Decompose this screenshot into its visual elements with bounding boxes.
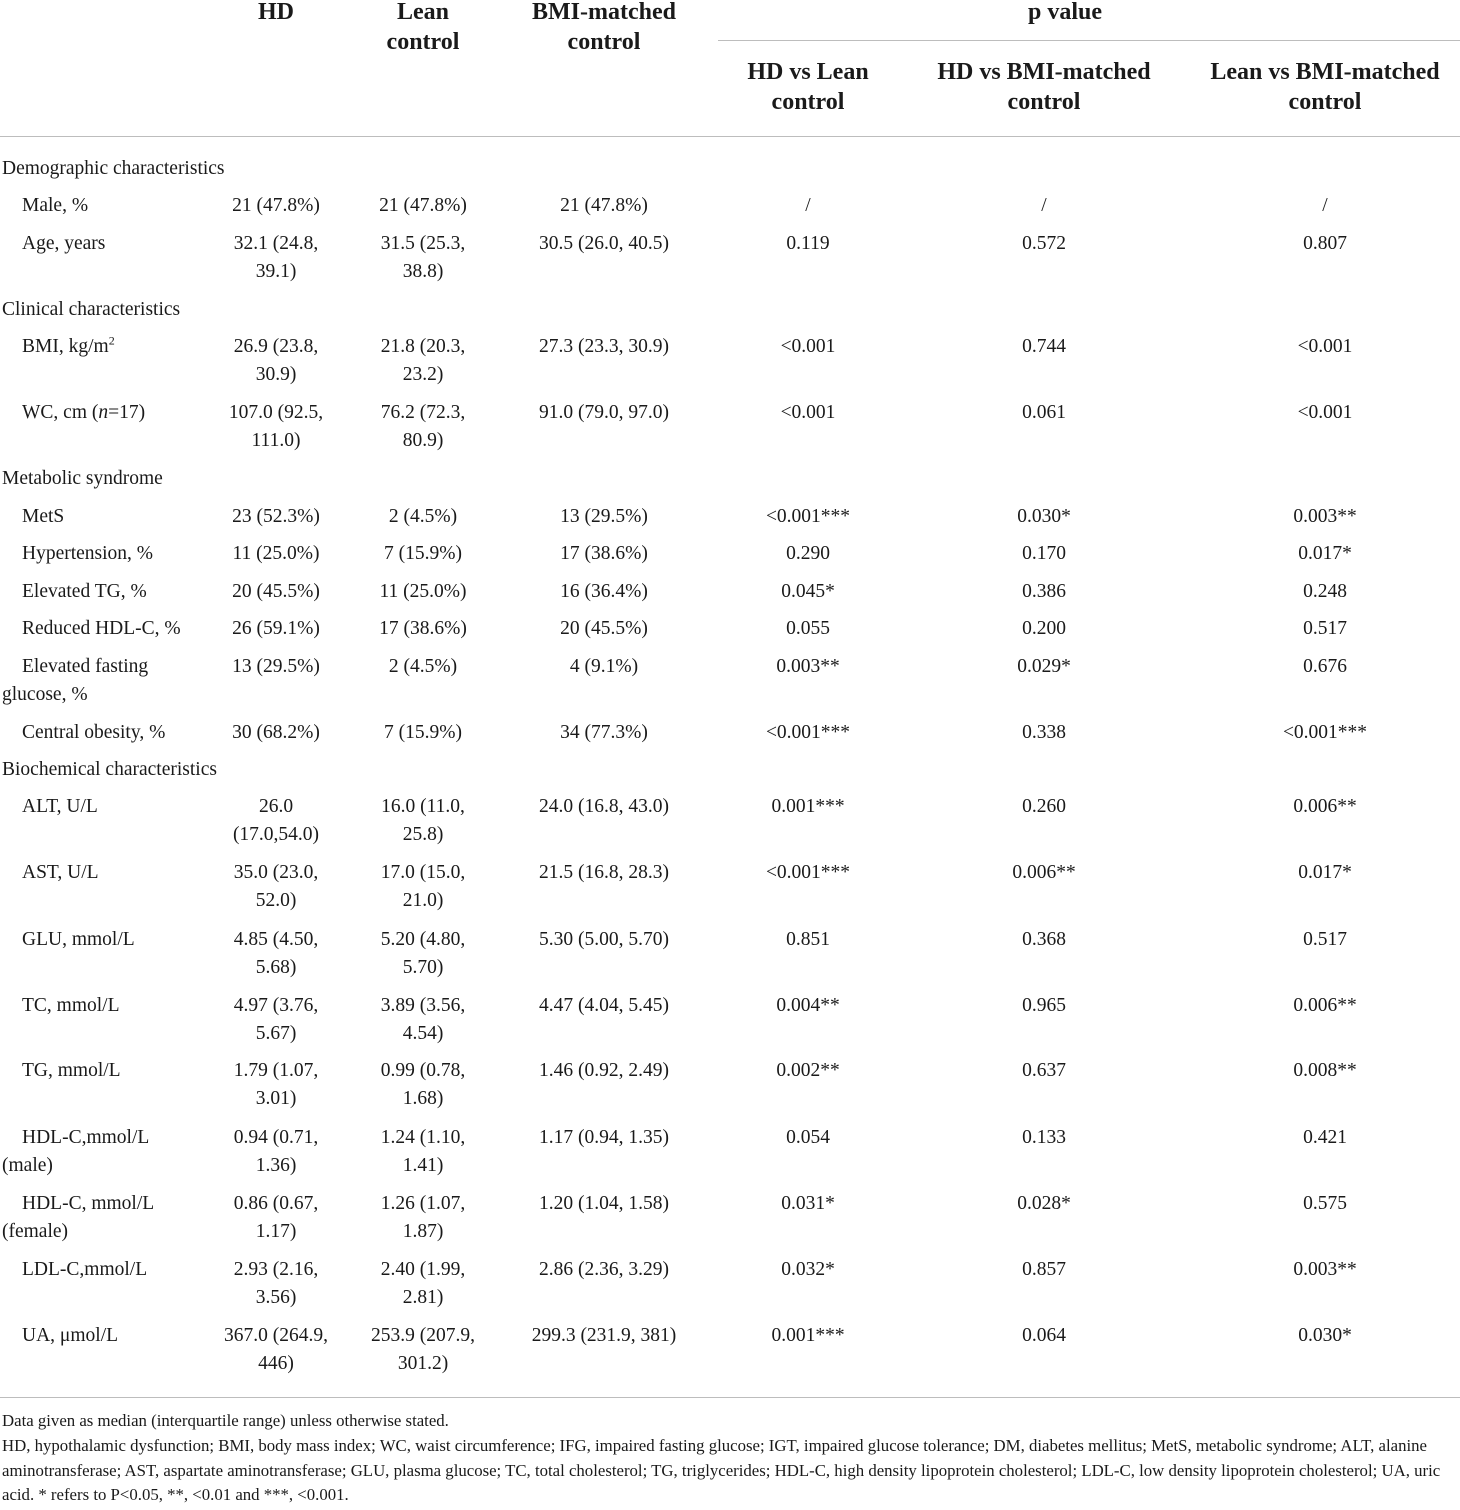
hd-value: 13 (29.5%)	[232, 656, 320, 677]
bmi-matched-value: 1.17 (0.94, 1.35)	[539, 1127, 669, 1148]
lean-value	[343, 992, 503, 1048]
header-p3-line1: Lean vs BMI-matched	[1210, 59, 1440, 85]
row-label-line2: (female)	[2, 1221, 69, 1242]
hd-value	[196, 793, 356, 849]
lean-value-line1: 3.89 (3.56,	[380, 995, 466, 1016]
hd-value-line2: 30.9)	[255, 364, 297, 385]
p-lean-vs-bmi: 0.517	[1303, 929, 1347, 950]
bmi-matched-value: 13 (29.5%)	[560, 506, 648, 527]
bmi-matched-value: 34 (77.3%)	[560, 722, 648, 743]
lean-value	[343, 1190, 503, 1246]
p-lean-vs-bmi: 0.006**	[1293, 995, 1357, 1016]
hd-value-line1: 0.86 (0.67,	[233, 1193, 319, 1214]
hd-value: 21 (47.8%)	[232, 195, 320, 216]
bmi-matched-value: 91.0 (79.0, 97.0)	[539, 402, 669, 423]
header-p2-line1: HD vs BMI-matched	[937, 59, 1151, 85]
row-label: MetS	[22, 506, 65, 527]
lean-value: 7 (15.9%)	[384, 543, 462, 564]
row-label: Elevated TG, %	[22, 581, 147, 602]
p-hd-vs-bmi: 0.133	[1022, 1127, 1066, 1148]
lean-value: 11 (25.0%)	[379, 581, 467, 602]
lean-value-line1: 253.9 (207.9,	[371, 1325, 475, 1346]
p-hd-vs-bmi: 0.028*	[1017, 1193, 1071, 1214]
p-hd-vs-lean: 0.054	[786, 1127, 830, 1148]
p-lean-vs-bmi: 0.030*	[1298, 1325, 1352, 1346]
p-lean-vs-bmi: 0.421	[1303, 1127, 1347, 1148]
p-hd-vs-lean: 0.004**	[776, 995, 840, 1016]
hd-value-line1: 367.0 (264.9,	[224, 1325, 328, 1346]
hd-value	[196, 1322, 356, 1378]
hd-value-line2: 5.68)	[255, 957, 297, 978]
p-lean-vs-bmi: 0.676	[1303, 656, 1347, 677]
hd-value-line2: 39.1)	[255, 261, 297, 282]
row-label: ALT, U/L	[22, 796, 98, 817]
row-label-line1: HDL-C,mmol/L	[22, 1127, 150, 1148]
lean-value: 7 (15.9%)	[384, 722, 462, 743]
p-hd-vs-lean: 0.031*	[781, 1193, 835, 1214]
header-hd: HD	[258, 0, 294, 25]
p-hd-vs-bmi: 0.200	[1022, 618, 1066, 639]
lean-value: 2 (4.5%)	[388, 656, 458, 677]
lean-value-line2: 80.9)	[402, 430, 444, 451]
lean-value-line2: 23.2)	[402, 364, 444, 385]
p-hd-vs-bmi: 0.857	[1022, 1259, 1066, 1280]
lean-value-line1: 76.2 (72.3,	[380, 402, 466, 423]
section-title-biochemical: Biochemical characteristics	[2, 759, 217, 780]
p-hd-vs-bmi: 0.170	[1022, 543, 1066, 564]
p-hd-vs-bmi: 0.260	[1022, 796, 1066, 817]
p-hd-vs-bmi: /	[1041, 195, 1047, 216]
bmi-matched-value: 16 (36.4%)	[560, 581, 648, 602]
hd-value-line1: 26.9 (23.8,	[233, 336, 319, 357]
lean-value-line2: 2.81)	[402, 1287, 444, 1308]
section-title-metabolic: Metabolic syndrome	[2, 468, 163, 489]
p-hd-vs-lean: 0.119	[786, 233, 830, 254]
section-title-clinical: Clinical characteristics	[2, 299, 181, 320]
lean-value-line1: 21.8 (20.3,	[380, 336, 466, 357]
bmi-matched-value: 4 (9.1%)	[569, 656, 639, 677]
header-hd-vs-lean	[708, 57, 908, 117]
lean-value	[343, 1057, 503, 1113]
row-label: LDL-C,mmol/L	[22, 1259, 148, 1280]
hd-value-line1: 32.1 (24.8,	[233, 233, 319, 254]
row-label: UA, μmol/L	[22, 1325, 119, 1346]
p-hd-vs-lean: <0.001***	[765, 862, 851, 883]
p-hd-vs-bmi: 0.030*	[1017, 506, 1071, 527]
bmi-matched-value: 5.30 (5.00, 5.70)	[539, 929, 669, 950]
p-hd-vs-lean: <0.001	[780, 402, 836, 423]
header-lean-control	[363, 0, 483, 57]
lean-value-line2: 5.70)	[402, 957, 444, 978]
p-hd-vs-bmi: 0.064	[1022, 1325, 1066, 1346]
p-hd-vs-bmi: 0.338	[1022, 722, 1066, 743]
hd-value	[196, 926, 356, 982]
hd-value-line2: 111.0)	[251, 430, 301, 451]
bmi-matched-value: 27.3 (23.3, 30.9)	[539, 336, 669, 357]
p-lean-vs-bmi: <0.001***	[1282, 722, 1368, 743]
hd-value-line1: 0.94 (0.71,	[233, 1127, 319, 1148]
lean-value-line2: 1.87)	[402, 1221, 444, 1242]
p-lean-vs-bmi: 0.517	[1303, 618, 1347, 639]
lean-value	[343, 1322, 503, 1378]
hd-value-line1: 1.79 (1.07,	[233, 1060, 319, 1081]
p-lean-vs-bmi: 0.008**	[1293, 1060, 1357, 1081]
lean-value: 21 (47.8%)	[379, 195, 467, 216]
row-label-superscript: 2	[108, 333, 115, 348]
p-hd-vs-lean: <0.001	[780, 336, 836, 357]
lean-value-line2: 1.68)	[402, 1088, 444, 1109]
p-hd-vs-lean: 0.290	[786, 543, 830, 564]
bmi-matched-value: 1.20 (1.04, 1.58)	[539, 1193, 669, 1214]
p-hd-vs-lean: 0.001***	[771, 796, 845, 817]
row-label-line2: (male)	[2, 1155, 53, 1176]
p-hd-vs-bmi: 0.029*	[1017, 656, 1071, 677]
row-label: Hypertension, %	[22, 543, 154, 564]
hd-value-line2: 3.56)	[255, 1287, 297, 1308]
header-p-value: p value	[1027, 0, 1102, 25]
p-hd-vs-lean: 0.055	[786, 618, 830, 639]
lean-value	[343, 333, 503, 389]
lean-value-line1: 16.0 (11.0,	[381, 796, 465, 817]
header-lean-line1: Lean	[396, 0, 449, 25]
hd-value: 30 (68.2%)	[232, 722, 320, 743]
hd-value: 26 (59.1%)	[232, 618, 320, 639]
bmi-matched-value: 1.46 (0.92, 2.49)	[539, 1060, 669, 1081]
lean-value	[343, 926, 503, 982]
bmi-matched-value: 299.3 (231.9, 381)	[531, 1325, 677, 1346]
p-hd-vs-lean: <0.001***	[765, 506, 851, 527]
lean-value: 17 (38.6%)	[379, 618, 467, 639]
hd-value-line1: 107.0 (92.5,	[228, 402, 324, 423]
header-p3-line2: control	[1288, 89, 1362, 115]
row-label: Male, %	[22, 195, 89, 216]
bmi-matched-value: 20 (45.5%)	[560, 618, 648, 639]
header-lean-vs-bmi	[1190, 57, 1460, 117]
lean-value	[343, 230, 503, 286]
hd-value	[196, 230, 356, 286]
row-label	[22, 333, 115, 361]
header-p2-line2: control	[1007, 89, 1081, 115]
lean-value-line1: 2.40 (1.99,	[380, 1259, 466, 1280]
header-p1-line1: HD vs Lean	[747, 59, 869, 85]
row-label-line1: HDL-C, mmol/L	[22, 1193, 155, 1214]
p-lean-vs-bmi: <0.001	[1297, 336, 1353, 357]
hd-value	[196, 1124, 356, 1180]
header-hd-vs-bmi	[914, 57, 1174, 117]
section-title-demographic: Demographic characteristics	[2, 158, 225, 179]
lean-value-line2: 301.2)	[397, 1353, 449, 1374]
pvalue-group-rule	[718, 40, 1460, 41]
p-lean-vs-bmi: 0.006**	[1293, 796, 1357, 817]
p-hd-vs-lean: 0.032*	[781, 1259, 835, 1280]
row-label: TC, mmol/L	[22, 995, 120, 1016]
hd-value-line2: 5.67)	[255, 1023, 297, 1044]
p-hd-vs-bmi: 0.368	[1022, 929, 1066, 950]
header-bmi-matched-control	[504, 0, 704, 57]
p-hd-vs-lean: /	[805, 195, 811, 216]
hd-value-line1: 2.93 (2.16,	[233, 1259, 319, 1280]
p-hd-vs-bmi: 0.006**	[1012, 862, 1076, 883]
lean-value: 2 (4.5%)	[388, 506, 458, 527]
p-hd-vs-lean: 0.001***	[771, 1325, 845, 1346]
lean-value-line2: 21.0)	[402, 890, 444, 911]
table-bottom-rule	[0, 1397, 1460, 1398]
row-label: AST, U/L	[22, 862, 99, 883]
p-hd-vs-lean: 0.003**	[776, 656, 840, 677]
p-lean-vs-bmi: 0.017*	[1298, 543, 1352, 564]
hd-value	[196, 1057, 356, 1113]
hd-value	[196, 1190, 356, 1246]
header-p1-line2: control	[771, 89, 845, 115]
lean-value	[343, 1124, 503, 1180]
row-label: Reduced HDL-C, %	[22, 618, 181, 639]
hd-value	[196, 333, 356, 389]
bmi-matched-value: 21.5 (16.8, 28.3)	[539, 862, 669, 883]
lean-value-line1: 0.99 (0.78,	[380, 1060, 466, 1081]
p-hd-vs-lean: 0.851	[786, 929, 830, 950]
p-hd-vs-bmi: 0.061	[1022, 402, 1066, 423]
hd-value-line2: 52.0)	[255, 890, 297, 911]
row-label: Age, years	[22, 233, 106, 254]
row-label: Central obesity, %	[22, 722, 166, 743]
bmi-matched-value: 24.0 (16.8, 43.0)	[539, 796, 669, 817]
row-label-text: BMI, kg/m	[22, 336, 109, 357]
lean-value-line1: 17.0 (15.0,	[380, 862, 466, 883]
lean-value	[343, 859, 503, 915]
p-lean-vs-bmi: 0.003**	[1293, 1259, 1357, 1280]
lean-value-line1: 1.24 (1.10,	[380, 1127, 466, 1148]
hd-value-line1: 4.85 (4.50,	[233, 929, 319, 950]
hd-value	[196, 1256, 356, 1312]
p-lean-vs-bmi: 0.248	[1303, 581, 1347, 602]
bmi-matched-value: 2.86 (2.36, 3.29)	[539, 1259, 669, 1280]
hd-value-line2: 446)	[258, 1353, 294, 1374]
row-label: WC, cm (n=17)	[22, 402, 146, 423]
bmi-matched-value: 30.5 (26.0, 40.5)	[539, 233, 669, 254]
hd-value: 11 (25.0%)	[232, 543, 320, 564]
p-hd-vs-lean: 0.045*	[781, 581, 835, 602]
row-label: TG, mmol/L	[22, 1060, 121, 1081]
bmi-matched-value: 21 (47.8%)	[560, 195, 648, 216]
bmi-matched-value: 17 (38.6%)	[560, 543, 648, 564]
lean-value-line1: 5.20 (4.80,	[380, 929, 466, 950]
p-lean-vs-bmi: 0.807	[1303, 233, 1347, 254]
hd-value-line2: 3.01)	[255, 1088, 297, 1109]
lean-value-line1: 31.5 (25.3,	[380, 233, 466, 254]
lean-value-line2: 25.8)	[402, 824, 444, 845]
header-lean-line2: control	[386, 29, 460, 55]
hd-value: 23 (52.3%)	[232, 506, 320, 527]
row-label-line1: Elevated fasting	[22, 656, 149, 677]
footnote-abbreviations: HD, hypothalamic dysfunction; BMI, body mass index; WC, waist circumference; IFG, impaired fasting glucose; IGT, impaired glucose tolerance; DM, diabetes mellitus; MetS, metabolic syndrome; ALT, alanine aminotransferase; AST, aspartate aminotransferase; GLU, plasma glucose; TC, total cholesterol; TG, triglycerides; HDL-C, high density lipoprotein cholesterol; LDL-C, low density lipoprotein cholesterol; UA, uric acid. * refers to P<0.05, **, <0.01 and ***, <0.001.	[2, 1436, 1441, 1504]
hd-value-line1: 26.0	[258, 796, 294, 817]
lean-value	[343, 1256, 503, 1312]
row-label: GLU, mmol/L	[22, 929, 135, 950]
hd-value: 20 (45.5%)	[232, 581, 320, 602]
header-bmi-line1: BMI-matched	[532, 0, 676, 25]
lean-value-line1: 1.26 (1.07,	[380, 1193, 466, 1214]
bmi-matched-value: 4.47 (4.04, 5.45)	[539, 995, 669, 1016]
lean-value	[343, 793, 503, 849]
hd-value-line1: 35.0 (23.0,	[233, 862, 319, 883]
footnote-data-description: Data given as median (interquartile range) unless otherwise stated.	[2, 1411, 449, 1430]
p-hd-vs-bmi: 0.637	[1022, 1060, 1066, 1081]
hd-value-line2: 1.17)	[255, 1221, 297, 1242]
p-hd-vs-bmi: 0.386	[1022, 581, 1066, 602]
row-label-line2: glucose, %	[2, 684, 88, 705]
header-bmi-line2: control	[567, 29, 641, 55]
hd-value-line2: (17.0,54.0)	[232, 824, 320, 845]
p-hd-vs-lean: 0.002**	[776, 1060, 840, 1081]
header-bottom-rule	[0, 136, 1460, 137]
p-hd-vs-bmi: 0.965	[1022, 995, 1066, 1016]
lean-value-line2: 4.54)	[402, 1023, 444, 1044]
lean-value-line2: 1.41)	[402, 1155, 444, 1176]
lean-value-line2: 38.8)	[402, 261, 444, 282]
hd-value-line1: 4.97 (3.76,	[233, 995, 319, 1016]
p-lean-vs-bmi: 0.003**	[1293, 506, 1357, 527]
p-hd-vs-bmi: 0.572	[1022, 233, 1066, 254]
p-hd-vs-lean: <0.001***	[765, 722, 851, 743]
p-lean-vs-bmi: /	[1322, 195, 1328, 216]
p-hd-vs-bmi: 0.744	[1022, 336, 1066, 357]
p-lean-vs-bmi: 0.575	[1303, 1193, 1347, 1214]
hd-value-line2: 1.36)	[255, 1155, 297, 1176]
hd-value	[196, 859, 356, 915]
p-lean-vs-bmi: <0.001	[1297, 402, 1353, 423]
lean-value	[343, 399, 503, 455]
hd-value	[196, 992, 356, 1048]
p-lean-vs-bmi: 0.017*	[1298, 862, 1352, 883]
hd-value	[196, 399, 356, 455]
